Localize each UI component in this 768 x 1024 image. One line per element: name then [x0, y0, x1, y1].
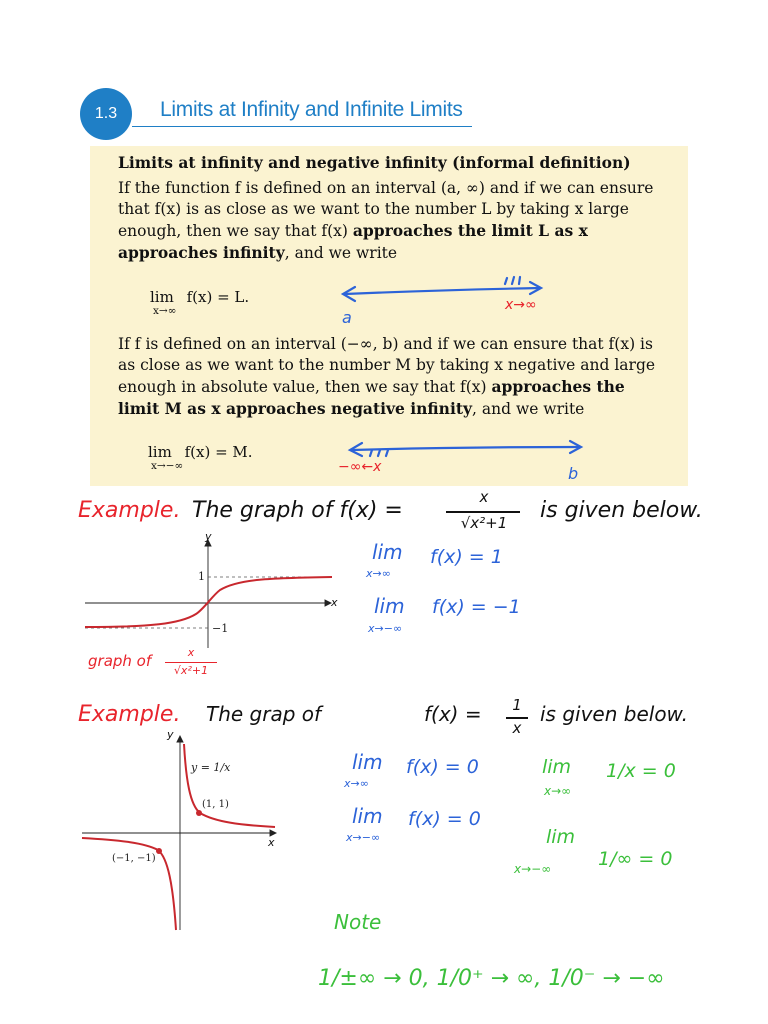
- arrow1-right-label: x→∞: [505, 297, 537, 313]
- p2-bold: approaches the limit M as x approaches negative infinity: [118, 377, 625, 418]
- ex2-lim2: lim: [352, 804, 383, 828]
- side2-expr: 1/∞ = 0: [598, 848, 673, 870]
- graph1-caption-num: x: [187, 646, 195, 659]
- formula1-rest: f(x) = L.: [186, 288, 250, 306]
- ex1-lim1: lim: [372, 540, 403, 564]
- ex1-lim2-sub: x→−∞: [368, 622, 403, 635]
- p1-text: If the function f is defined on an interval (a, ∞) and if we can ensure that f(x) is as close as we want to the number L by taking x large enough, then we say that f(x): [118, 179, 654, 240]
- graph2-point-neg: [156, 848, 162, 854]
- graph1-tick-neg: −1: [212, 622, 229, 635]
- ex2-lim1-sub: x→∞: [344, 777, 369, 790]
- example2-prefix: Example.: [78, 702, 181, 727]
- ex2-lim2-expr: f(x) = 0: [408, 808, 481, 830]
- ex1-lim1-expr: f(x) = 1: [430, 546, 503, 568]
- example1-frac-num: x: [479, 488, 489, 506]
- example2-frac-num: 1: [512, 696, 522, 714]
- graph2-curve-negative: [82, 838, 176, 930]
- ex1-lim1-sub: x→∞: [366, 567, 391, 580]
- ex1-lim2: lim: [374, 594, 405, 618]
- formula2-sub: x→−∞: [151, 460, 184, 472]
- arrow2-left-label: −∞←x: [338, 459, 382, 475]
- graph1-caption: graph of: [88, 652, 152, 670]
- side1-sub: x→∞: [544, 784, 572, 798]
- example2-text: The grap of: [206, 702, 322, 726]
- arrow1-left-label: a: [342, 308, 352, 327]
- example1-text-after: is given below.: [540, 498, 703, 523]
- ex2-lim2-sub: x→−∞: [346, 831, 381, 844]
- graph2-y-label: y: [167, 728, 174, 741]
- ex2-lim1-expr: f(x) = 0: [406, 756, 479, 778]
- section-number-badge: 1.3: [80, 88, 132, 140]
- formula1-sub: x→∞: [153, 305, 177, 317]
- graph2-point-pos: [196, 810, 202, 816]
- definition-heading: Limits at infinity and negative infinity (informal definition): [118, 153, 631, 172]
- example1-text: The graph of f(x) =: [192, 498, 403, 523]
- note-line: 1/±∞ → 0, 1/0⁺ → ∞, 1/0⁻ → −∞: [318, 966, 665, 991]
- p1-bold: approaches the limit L as x approaches infinity: [118, 221, 588, 262]
- graph2-equation-label: y = 1/x: [191, 761, 231, 774]
- ex2-lim1: lim: [352, 750, 383, 774]
- formula2-lim: lim: [148, 443, 172, 461]
- example2-fx: f(x) =: [424, 702, 482, 726]
- graph2-point-pos-label: (1, 1): [202, 799, 229, 810]
- ex1-lim2-expr: f(x) = −1: [432, 596, 521, 618]
- p2-end: , and we write: [472, 400, 585, 418]
- side2-lim: lim: [546, 826, 576, 848]
- graph1-y-label: y: [205, 530, 212, 543]
- graph2-x-label: x: [268, 836, 275, 849]
- arrow2-right-label: b: [568, 464, 579, 483]
- p2-text: If f is defined on an interval (−∞, b) and if we can ensure that f(x) is as close as we want to the number M by taking x negative and large enough in absolute value, then we say that f(x): [118, 335, 656, 396]
- formula1-lim: lim: [150, 288, 174, 306]
- side1-expr: 1/x = 0: [606, 760, 676, 782]
- graph1-x-label: x: [331, 596, 338, 609]
- graph1-tick-pos: 1: [198, 570, 205, 583]
- side1-lim: lim: [542, 756, 572, 778]
- side2-sub: x→−∞: [514, 862, 552, 876]
- section-title: Limits at Infinity and Infinite Limits: [160, 98, 463, 121]
- p1-end: , and we write: [284, 244, 398, 262]
- graph1-caption-den: √x²+1: [173, 664, 209, 677]
- graph2-y-arrow: [177, 736, 183, 742]
- example1-prefix: Example.: [78, 498, 181, 523]
- example2-frac-den: x: [512, 719, 522, 737]
- graph2-point-neg-label: (−1, −1): [112, 853, 156, 864]
- example2-text-after: is given below.: [540, 702, 688, 726]
- note-title: Note: [334, 910, 382, 934]
- example1-frac-den: √x²+1: [460, 514, 508, 532]
- formula2-rest: f(x) = M.: [184, 443, 253, 461]
